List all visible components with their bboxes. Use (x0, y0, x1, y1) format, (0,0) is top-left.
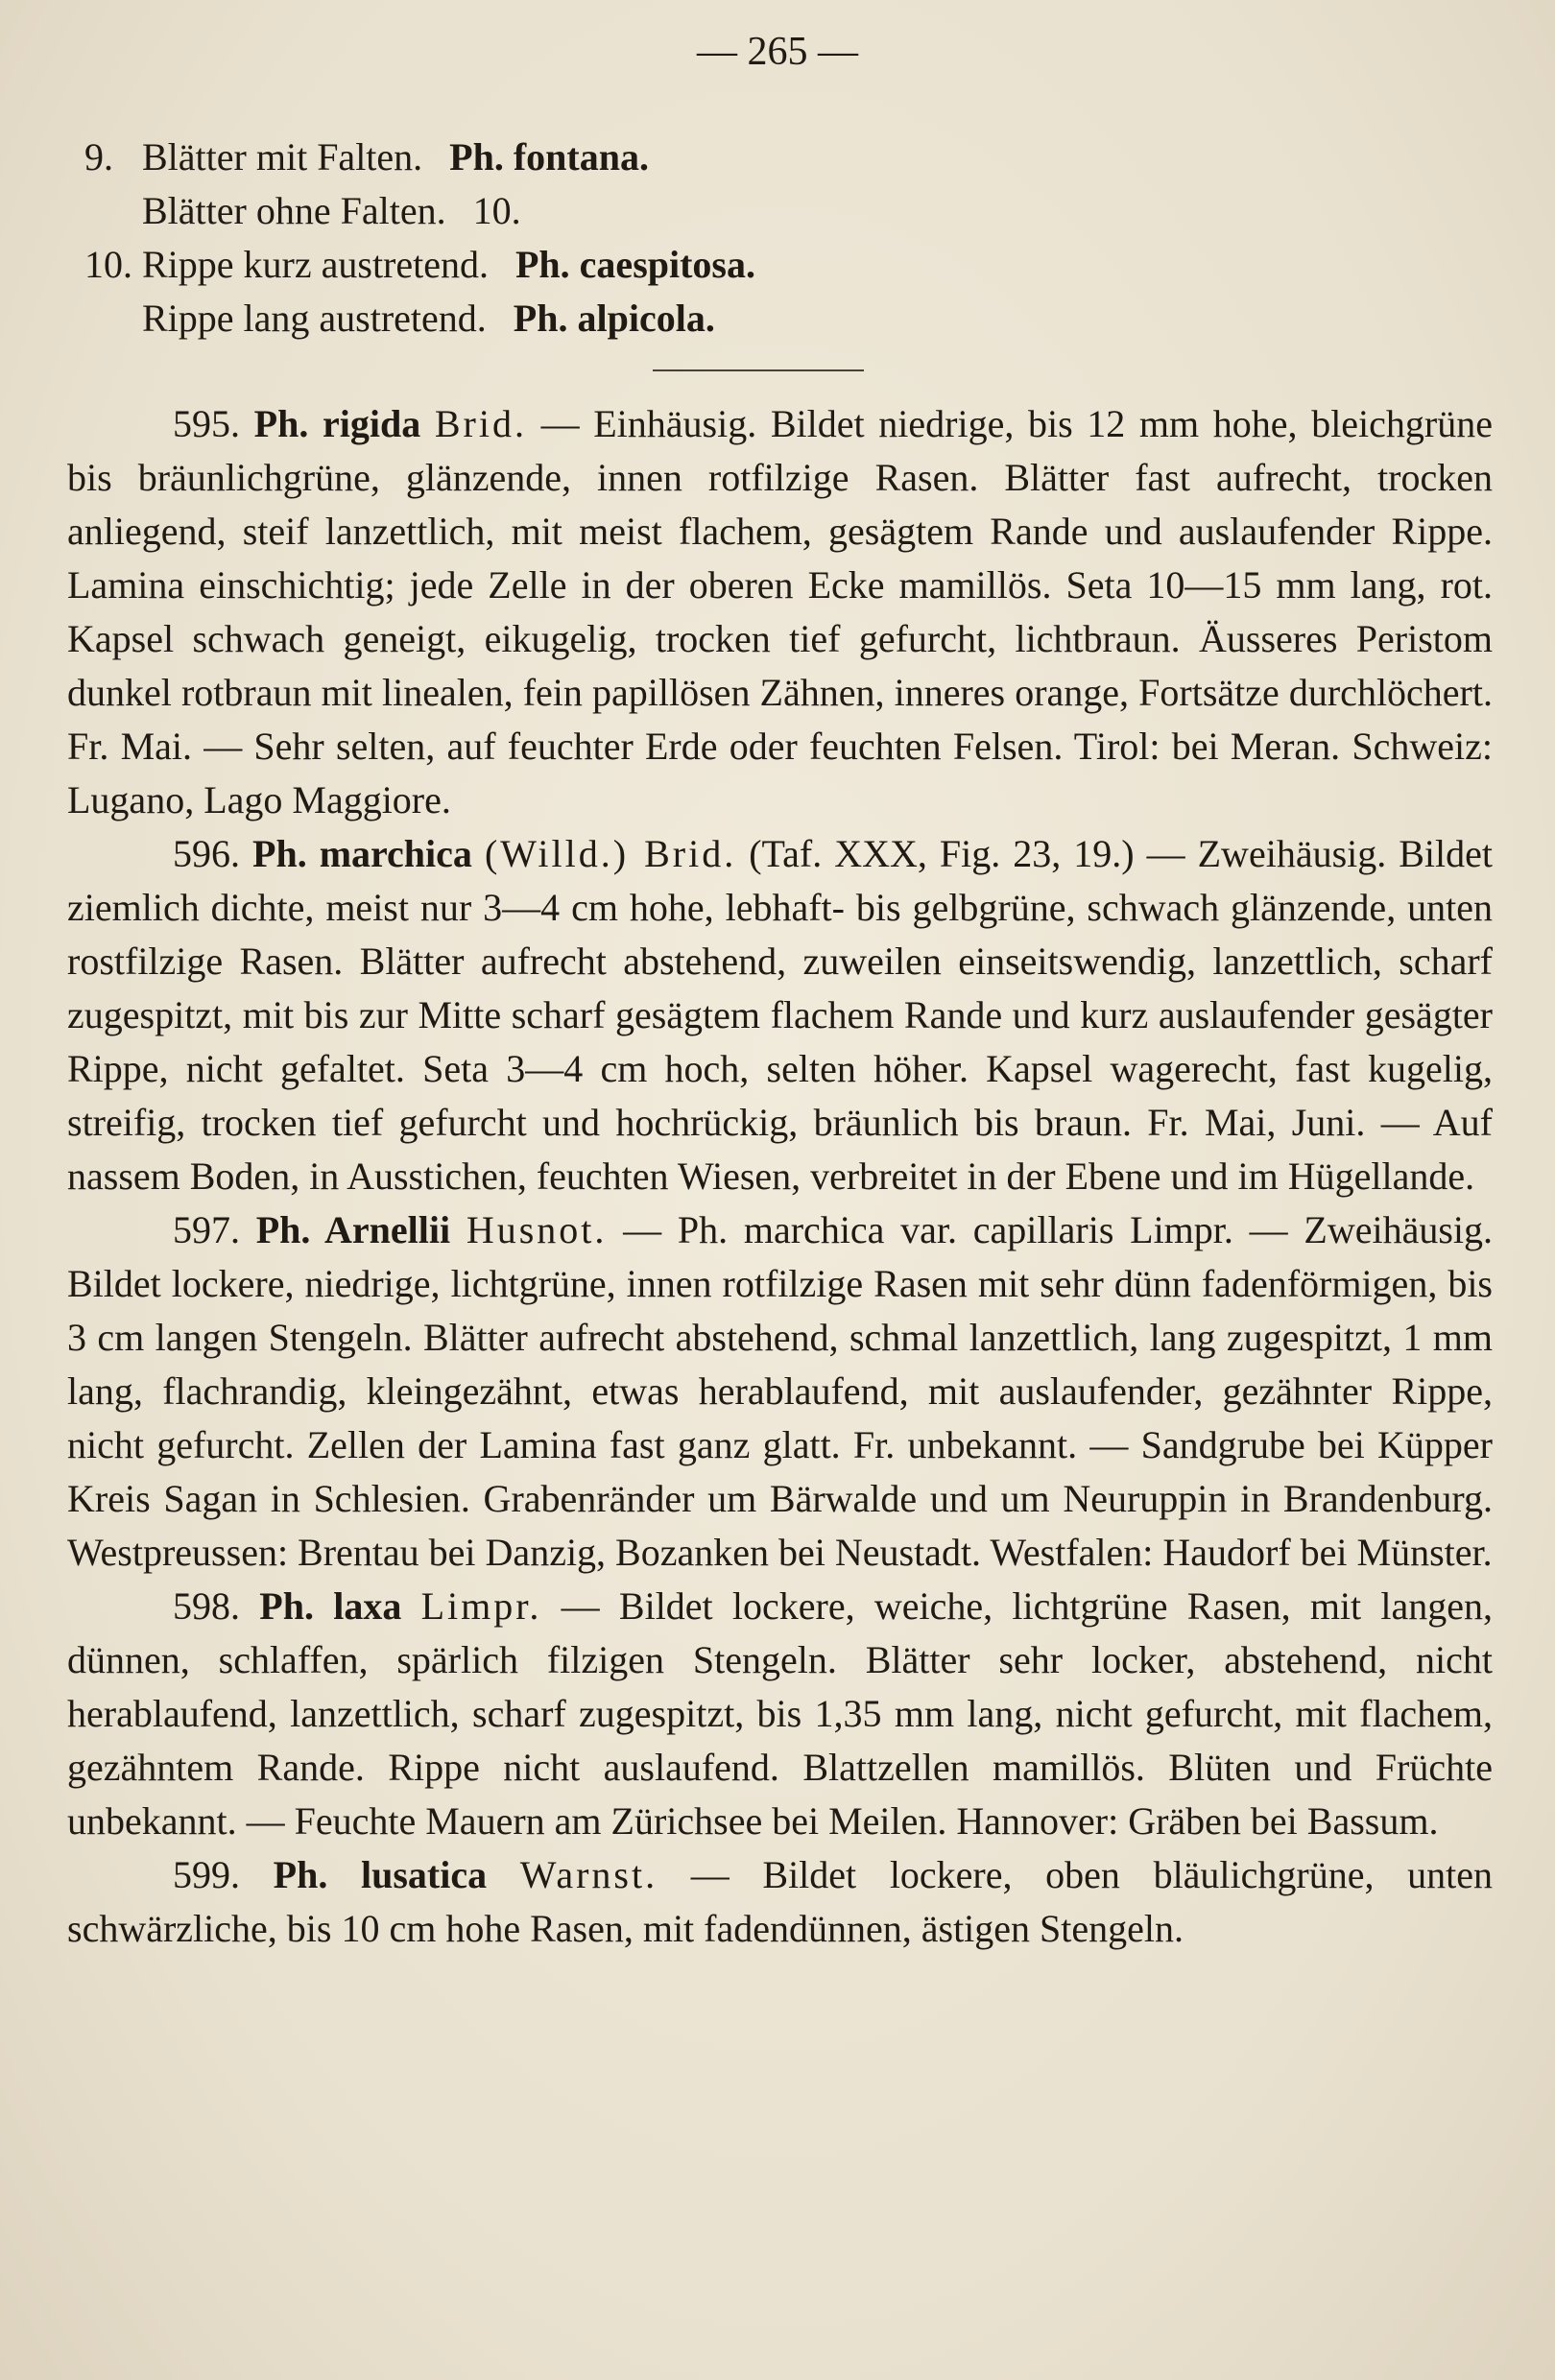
entry-text: — Bildet lockere, oben bläulichgrüne, unten schwärzliche, bis 10 cm hohe Rasen, mit fadendünnen, ästigen Stengeln. (67, 1853, 1494, 1950)
key-text: Rippe lang austretend. (142, 297, 487, 340)
species-entry-599 (67, 1848, 1493, 1956)
key-number: 9. (84, 135, 113, 178)
section-divider (653, 369, 864, 371)
species-name: Ph. laxa (259, 1584, 402, 1628)
key-number: 10. (84, 243, 132, 286)
species-name: Ph. marchica (252, 832, 472, 875)
entry-number: 596. (173, 832, 240, 875)
entry-text: (Taf. XXX, Fig. 23, 19.) — Zweihäusig. Bildet ziemlich dichte, meist nur 3—4 cm hohe, lebhaft- bis gelbgrüne, schwach glänzende, unten rostfilzige Rasen. Blätter aufrecht abstehend, zuweilen einseitswendig, lanzettlich, scharf zugespitzt, mit bis zur Mitte scharf gesägtem flachem Rande und kurz auslaufender gesägter Rippe, nicht gefaltet. Seta 3—4 cm hoch, selten höher. Kapsel wagerecht, fast kugelig, streifig, trocken tief gefurcht und hochrückig, bräunlich bis braun. Fr. Mai, Juni. — Auf nassem Boden, in Ausstichen, feuchten Wiesen, verbreitet in der Ebene und im Hügellande. (67, 832, 1494, 1198)
species-entry-596 (67, 827, 1493, 1203)
entry-number: 598. (173, 1584, 240, 1628)
entry-text: — Einhäusig. Bildet niedrige, bis 12 mm hohe, bleichgrüne bis bräunlichgrüne, glänzende, innen rotfilzige Rasen. Blätter fast aufrecht, trocken anliegend, steif lanzettlich, mit meist flachem, gesägtem Rande und auslaufender Rippe. Lamina einschichtig; jede Zelle in der oberen Ecke mamillös. Seta 10—15 mm lang, rot. Kapsel schwach geneigt, eikugelig, trocken tief gefurcht, lichtbraun. Äusseres Peristom dunkel rotbraun mit linealen, fein papillösen Zähnen, inneres orange, Fortsätze durchlöchert. Fr. Mai. — Sehr selten, auf feuchter Erde oder feuchten Felsen. Tirol: bei Meran. Schweiz: Lugano, Lago Maggiore. (67, 402, 1493, 821)
entry-number: 597. (173, 1208, 240, 1251)
species-author: (Willd.) Brid. (484, 832, 737, 875)
species-entry-597 (67, 1203, 1493, 1580)
key-text: Blätter ohne Falten. (142, 189, 446, 232)
species-name: Ph. lusatica (273, 1853, 488, 1896)
key-reference: 10. (472, 189, 521, 232)
entry-text: — Bildet lockere, weiche, lichtgrüne Rasen, mit langen, dünnen, schlaffen, spärlich filzigen Stengeln. Blätter sehr locker, abstehend, nicht herablaufend, lanzettlich, scharf zugespitzt, bis 1,35 mm lang, nicht gefurcht, mit flachem, gezähntem Rande. Rippe nicht auslaufend. Blattzellen mamillös. Blüten und Früchte unbekannt. — Feuchte Mauern am Zürichsee bei Meilen. Hannover: Gräben bei Bassum. (67, 1584, 1494, 1843)
key-species: Ph. fontana. (449, 135, 649, 178)
entry-text: — Ph. marchica var. capillaris Limpr. — Zweihäusig. Bildet lockere, niedrige, lichtgrüne, innen rotfilzige Rasen mit sehr dünn fadenförmigen, bis 3 cm langen Stengeln. Blätter aufrecht abstehend, schmal lanzettlich, lang zugespitzt, 1 mm lang, flachrandig, kleingezähnt, etwas herablaufend, mit auslaufender, gezähnter Rippe, nicht gefurcht. Zellen der Lamina fast ganz glatt. Fr. unbekannt. — Sandgrube bei Küpper Kreis Sagan in Schlesien. Grabenränder um Bärwalde und um Neuruppin in Brandenburg. Westpreussen: Brentau bei Danzig, Bozanken bei Neustadt. Westfalen: Haudorf bei Münster. (67, 1208, 1494, 1574)
species-entry-598 (67, 1580, 1493, 1848)
species-author: Husnot. (466, 1208, 608, 1251)
species-author: Warnst. (519, 1853, 658, 1896)
page-number: — 265 — (697, 30, 858, 74)
key-line (84, 238, 755, 292)
species-name: Ph. Arnellii (255, 1208, 451, 1251)
species-name: Ph. rigida (253, 402, 421, 445)
key-line (84, 292, 755, 345)
species-entry-595 (67, 397, 1493, 827)
species-author: Brid. (434, 402, 527, 445)
key-line (84, 184, 755, 238)
key-species: Ph. alpicola. (513, 297, 715, 340)
key-text: Rippe kurz austretend. (142, 243, 489, 286)
key-text: Blätter mit Falten. (142, 135, 423, 178)
key-line (84, 131, 755, 184)
identification-key (84, 131, 755, 345)
key-species: Ph. caespitosa. (515, 243, 755, 286)
entry-number: 595. (173, 402, 240, 445)
entry-number: 599. (173, 1853, 240, 1896)
species-descriptions (67, 397, 1493, 1956)
species-author: Limpr. (420, 1584, 542, 1628)
